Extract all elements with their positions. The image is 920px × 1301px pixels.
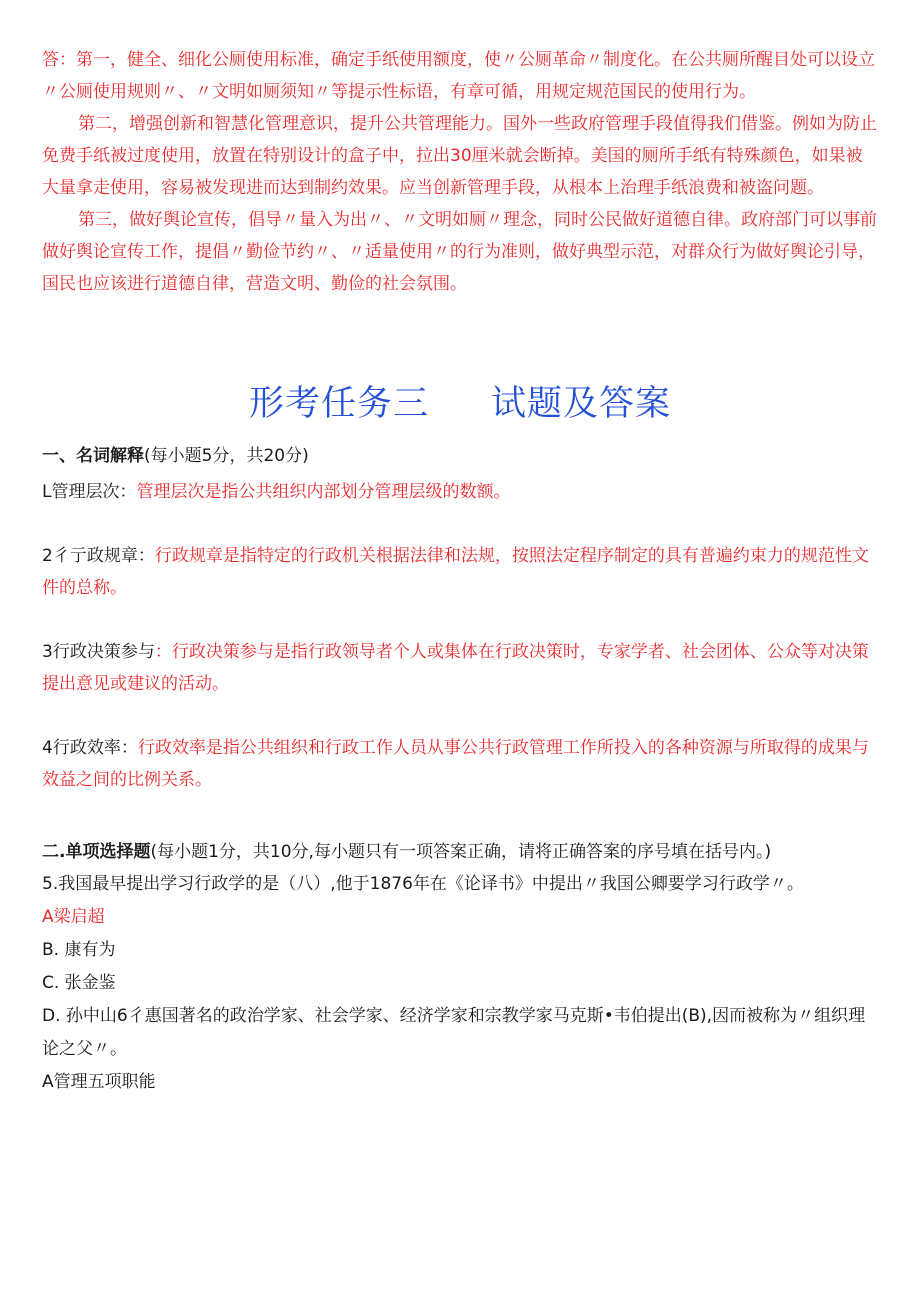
answer-paragraph-1: 答：第一，健全、细化公厕使用标准，确定手纸使用额度，使〃公厕革命〃制度化。在公共厕所醒目处可以设立〃公厕使用规则〃、〃文明如厕须知〃等提示性标语，有章可循，用规定规范国民的使用行为。	[42, 50, 875, 102]
term-definition: ：行政决策参与是指行政领导者个人或集体在行政决策时，专家学者、社会团体、公众等对决策提出意见或建议的活动。	[42, 642, 869, 694]
term-definition: 行政效率是指公共组织和行政工作人员从事公共行政管理工作所投入的各种资源与所取得的成果与效益之间的比例关系。	[42, 738, 869, 790]
part1-heading	[42, 440, 878, 472]
term-label: 4行政效率：	[42, 738, 138, 758]
term-item	[42, 476, 878, 508]
part2-heading-rest: (每小题1分，共10分,每小题只有一项答案正确，请将正确答案的序号填在括号内。)	[150, 842, 772, 862]
answer-paragraph-2: 第二，增强创新和智慧化管理意识，提升公共管理能力。国外一些政府管理手段值得我们借鉴。例如为防止免费手纸被过度使用，放置在特别设计的盒子中，拉出30厘米就会断掉。美国的厕所手纸有特殊颜色，如果被大量拿走使用，容易被发现进而达到制约效果。应当创新管理手段，从根本上治理手纸浪费和被盗问题。	[42, 114, 877, 198]
section-title-right: 试题及答案	[491, 384, 672, 424]
part2-heading-bold: 二.单项选择题	[42, 842, 151, 862]
question-5: 5.我国最早提出学习行政学的是（八）,他于1876年在《论译书》中提出〃我国公卿要学习行政学〃。	[42, 874, 804, 894]
section-title	[42, 382, 878, 426]
option-d-q5-and-question-6: D. 孙中山6彳惠国著名的政治学家、社会学家、经济学家和宗教学家马克斯•韦伯提出(B),因而被称为〃组织理论之父〃。	[42, 1006, 866, 1059]
option-a-q5: A梁启超	[42, 907, 105, 927]
term-label: 2彳亍政规章：	[42, 546, 155, 566]
term-definition: 管理层次是指公共组织内部划分管理层级的数额。	[136, 482, 511, 502]
term-item	[42, 636, 878, 700]
term-label: L管理层次：	[42, 482, 137, 502]
part1-heading-bold: 一、名词解释	[42, 446, 144, 466]
term-item	[42, 540, 878, 604]
option-b-q5: B. 康有为	[42, 940, 116, 960]
term-item	[42, 732, 878, 796]
answer-paragraph-3: 第三，做好舆论宣传，倡导〃量入为出〃、〃文明如厕〃理念，同时公民做好道德自律。政府部门可以事前做好舆论宣传工作，提倡〃勤俭节约〃、〃适量使用〃的行为准则，做好典型示范，对群众行为做好舆论引导，国民也应该进行道德自律，营造文明、勤俭的社会氛围。	[42, 210, 877, 294]
option-c-q5: C. 张金鉴	[42, 973, 116, 993]
option-a-q6: A管理五项职能	[42, 1072, 156, 1092]
term-definition: 行政规章是指特定的行政机关根据法律和法规，按照法定程序制定的具有普遍约束力的规范性文件的总称。	[42, 546, 869, 598]
section-title-left: 形考任务三	[248, 384, 429, 424]
part2-heading	[42, 836, 878, 868]
term-label: 3行政决策参与	[42, 642, 155, 662]
part1-heading-rest: (每小题5分，共20分)	[144, 446, 309, 466]
